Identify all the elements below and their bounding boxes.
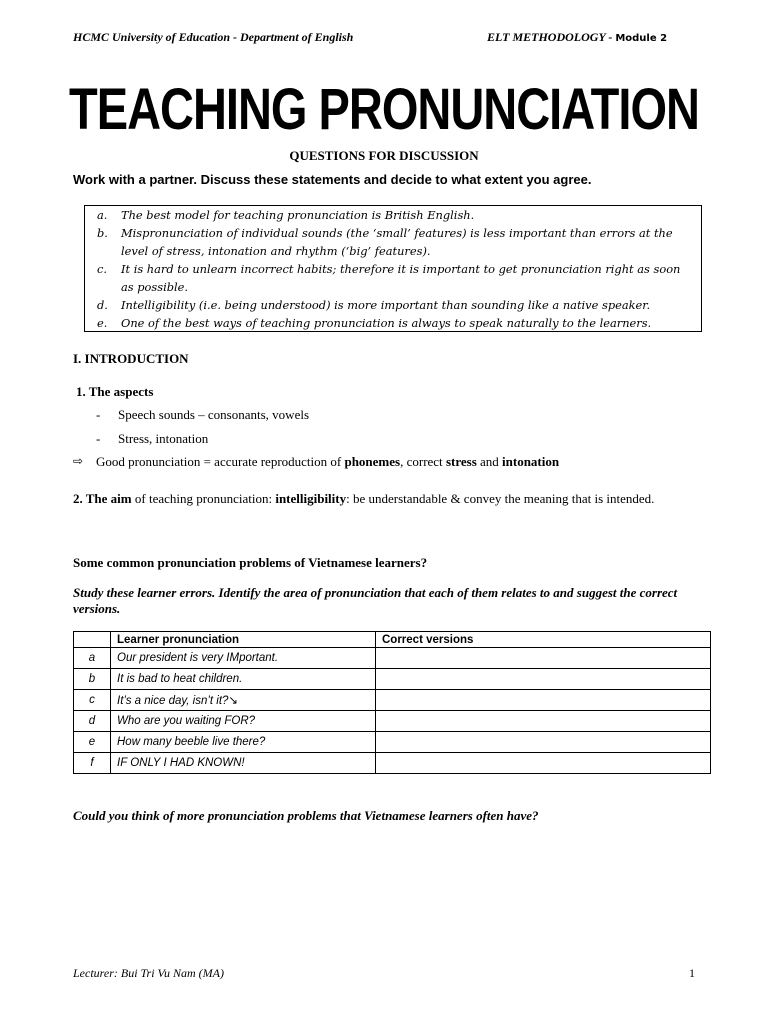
aim-paragraph: 2. The aim of teaching pronunciation: intelligibility: be understandable & convey the meaning that is intended.	[73, 491, 655, 506]
arrow-right-icon: ⇨	[73, 454, 84, 468]
statement-key: a.	[97, 208, 108, 222]
statement-text: The best model for teaching pronunciation is British English.	[121, 208, 475, 222]
correct-cell	[376, 711, 711, 732]
introduction-heading: I. INTRODUCTION	[73, 351, 189, 366]
correct-cell	[376, 732, 711, 753]
statement-item	[93, 314, 693, 332]
bullet-text: Stress, intonation	[118, 431, 209, 446]
header-course: ELT METHODOLOGY -	[487, 30, 613, 44]
table-row	[74, 753, 711, 774]
row-letter: c	[74, 690, 111, 711]
statement-item	[93, 206, 693, 224]
correct-cell	[376, 669, 711, 690]
aspects-heading: 1. The aspects	[76, 384, 154, 399]
column-header: Correct versions	[376, 632, 711, 648]
aim-label: 2. The aim	[73, 491, 132, 506]
statement-item	[93, 296, 693, 314]
table-row	[74, 732, 711, 753]
row-letter: b	[74, 669, 111, 690]
row-letter: f	[74, 753, 111, 774]
table-row	[74, 669, 711, 690]
statement-key: b.	[97, 226, 108, 240]
correct-cell	[376, 648, 711, 669]
more-problems-question: Could you think of more pronunciation problems that Vietnamese learners often have?	[73, 808, 539, 823]
header-right	[487, 30, 667, 45]
table-row	[74, 648, 711, 669]
table-header-row	[74, 632, 711, 648]
learner-cell: Our president is very IMportant.	[111, 648, 376, 669]
footer-lecturer: Lecturer: Bui Tri Vu Nam (MA)	[73, 966, 224, 980]
statement-text: Mispronunciation of individual sounds (the ‘small’ features) is less important than errors at the level of stress, intonation and rhythm (‘big’ features).	[121, 226, 673, 258]
learner-cell: IF ONLY I HAD KNOWN!	[111, 753, 376, 774]
learner-errors-table	[73, 631, 711, 774]
statement-key: d.	[97, 298, 108, 312]
learner-cell: It is bad to heat children.	[111, 669, 376, 690]
problems-question: Some common pronunciation problems of Vietnamese learners?	[73, 555, 428, 570]
statement-item	[93, 260, 693, 296]
statement-text: Intelligibility (i.e. being understood) is more important than sounding like a native speaker.	[121, 298, 651, 312]
correct-cell	[376, 753, 711, 774]
row-letter: d	[74, 711, 111, 732]
learner-cell: It’s a nice day, isn’t it?↘	[111, 690, 376, 711]
header-left: HCMC University of Education - Department of English	[73, 30, 354, 44]
correct-cell	[376, 690, 711, 711]
bullet-item	[96, 431, 208, 447]
definition-text: Good pronunciation = accurate reproduction of phonemes, correct stress and intonation	[96, 454, 560, 469]
learner-cell: How many beeble live there?	[111, 732, 376, 753]
statements-box	[84, 205, 702, 332]
bullet-text: Speech sounds – consonants, vowels	[118, 407, 310, 422]
statement-item	[93, 224, 693, 260]
aim-term: intelligibility	[275, 491, 347, 506]
statement-key: c.	[97, 262, 108, 276]
column-header	[74, 632, 111, 648]
row-letter: a	[74, 648, 111, 669]
column-header: Learner pronunciation	[111, 632, 376, 648]
header-module: Module 2	[615, 33, 668, 44]
page-title: TEACHING PRONUNCIATION	[69, 75, 699, 142]
dash-icon: -	[96, 407, 101, 422]
table-row	[74, 711, 711, 732]
statement-text: One of the best ways of teaching pronunciation is always to speak naturally to the learners.	[121, 316, 652, 330]
page-number: 1	[689, 966, 695, 980]
pronunciation-definition	[73, 454, 559, 470]
table-row	[74, 690, 711, 711]
learner-cell: Who are you waiting FOR?	[111, 711, 376, 732]
study-instruction: Study these learner errors. Identify the area of pronunciation that each of them relates to and suggest the correct versions.	[73, 585, 678, 616]
discussion-instruction: Work with a partner. Discuss these statements and decide to what extent you agree.	[73, 172, 592, 187]
dash-icon: -	[96, 431, 101, 446]
section-subtitle: QUESTIONS FOR DISCUSSION	[289, 148, 479, 163]
bullet-item	[96, 407, 309, 423]
statement-key: e.	[97, 316, 108, 330]
statement-text: It is hard to unlearn incorrect habits; therefore it is important to get pronunciation right as soon as possible.	[121, 262, 681, 294]
row-letter: e	[74, 732, 111, 753]
